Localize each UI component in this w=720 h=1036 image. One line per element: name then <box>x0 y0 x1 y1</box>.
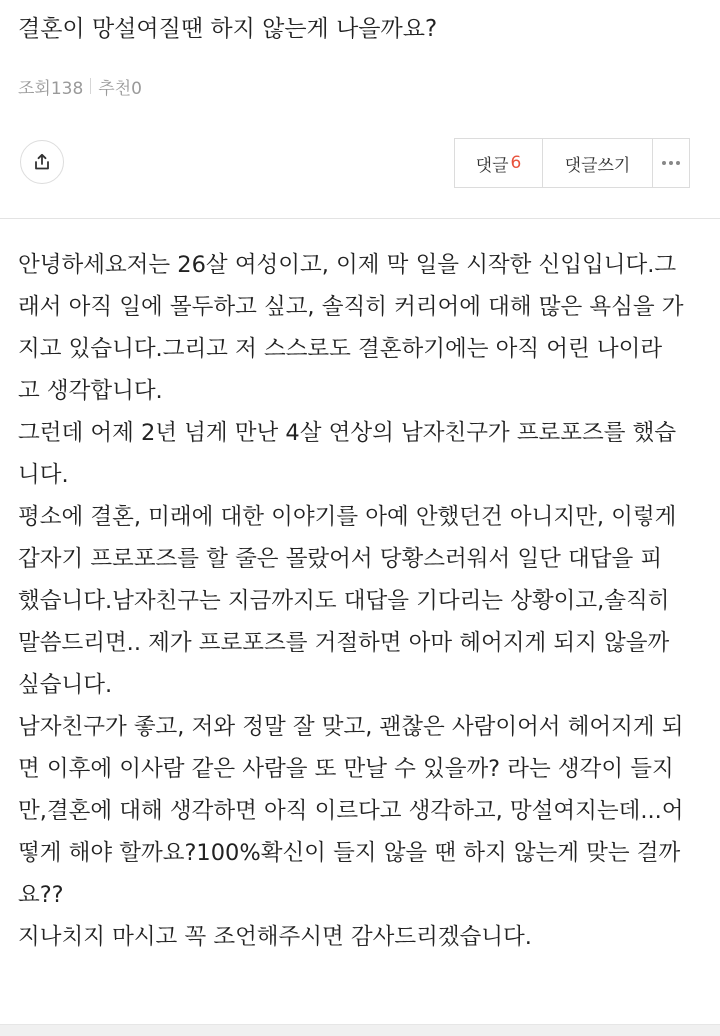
body-line: 남자친구가 좋고, 저와 정말 잘 맞고, 괜찮은 사람이어서 헤어지게 되 <box>18 714 684 740</box>
comments-label: 댓글 <box>475 155 509 176</box>
share-button[interactable] <box>20 140 64 184</box>
body-line: 말씀드리면.. 제가 프로포즈를 거절하면 아마 헤어지게 되지 않을까 <box>18 630 670 656</box>
recommend-count: 추천0 <box>98 78 142 99</box>
body-line: 지나치지 마시고 꼭 조언해주시면 감사드리겠습니다. <box>18 924 532 950</box>
write-comment-button[interactable] <box>543 139 653 187</box>
write-comment-label: 댓글쓰기 <box>564 155 631 176</box>
body-line: 만,결혼에 대해 생각하면 아직 이르다고 생각하고, 망설여지는데...어 <box>18 798 684 824</box>
body-line: 안녕하세요저는 26살 여성이고, 이제 막 일을 시작한 신입입니다.그 <box>18 252 677 278</box>
body-line: 요?? <box>18 882 64 908</box>
bottom-divider <box>0 1024 720 1036</box>
post-title: 결혼이 망설여질땐 하지 않는게 나을까요? <box>18 16 438 42</box>
share-icon <box>33 153 51 171</box>
body-line: 떻게 해야 할까요?100%확신이 들지 않을 땐 하지 않는게 맞는 걸까 <box>18 840 681 866</box>
body-line: 면 이후에 이사람 같은 사람을 또 만날 수 있을까? 라는 생각이 들지 <box>18 756 674 782</box>
body-line: 싶습니다. <box>18 672 113 698</box>
meta-divider <box>90 78 91 94</box>
body-line: 고 생각합니다. <box>18 378 163 404</box>
body-line: 래서 아직 일에 몰두하고 싶고, 솔직히 커리어에 대해 많은 욕심을 가 <box>18 294 684 320</box>
body-line: 그런데 어제 2년 넘게 만난 4살 연상의 남자친구가 프로포즈를 했습 <box>18 420 677 446</box>
body-line: 했습니다.남자친구는 지금까지도 대답을 기다리는 상황이고,솔직히 <box>18 588 670 614</box>
body-line: 지고 있습니다.그리고 저 스스로도 결혼하기에는 아직 어린 나이라 <box>18 336 663 362</box>
post-action-group <box>454 138 690 188</box>
comments-button[interactable] <box>455 139 543 187</box>
comments-count: 6 <box>510 153 522 173</box>
body-line: 갑자기 프로포즈를 할 줄은 몰랐어서 당황스러워서 일단 대답을 피 <box>18 546 663 572</box>
body-line: 니다. <box>18 462 69 488</box>
post-body <box>18 244 708 958</box>
view-count: 조회138 <box>18 78 84 99</box>
header-divider <box>0 218 720 219</box>
body-line: 평소에 결혼, 미래에 대한 이야기를 아예 안했던건 아니지만, 이렇게 <box>18 504 677 530</box>
post-meta <box>18 72 142 100</box>
more-options-button[interactable] <box>653 139 689 187</box>
more-dots-icon <box>662 161 680 165</box>
